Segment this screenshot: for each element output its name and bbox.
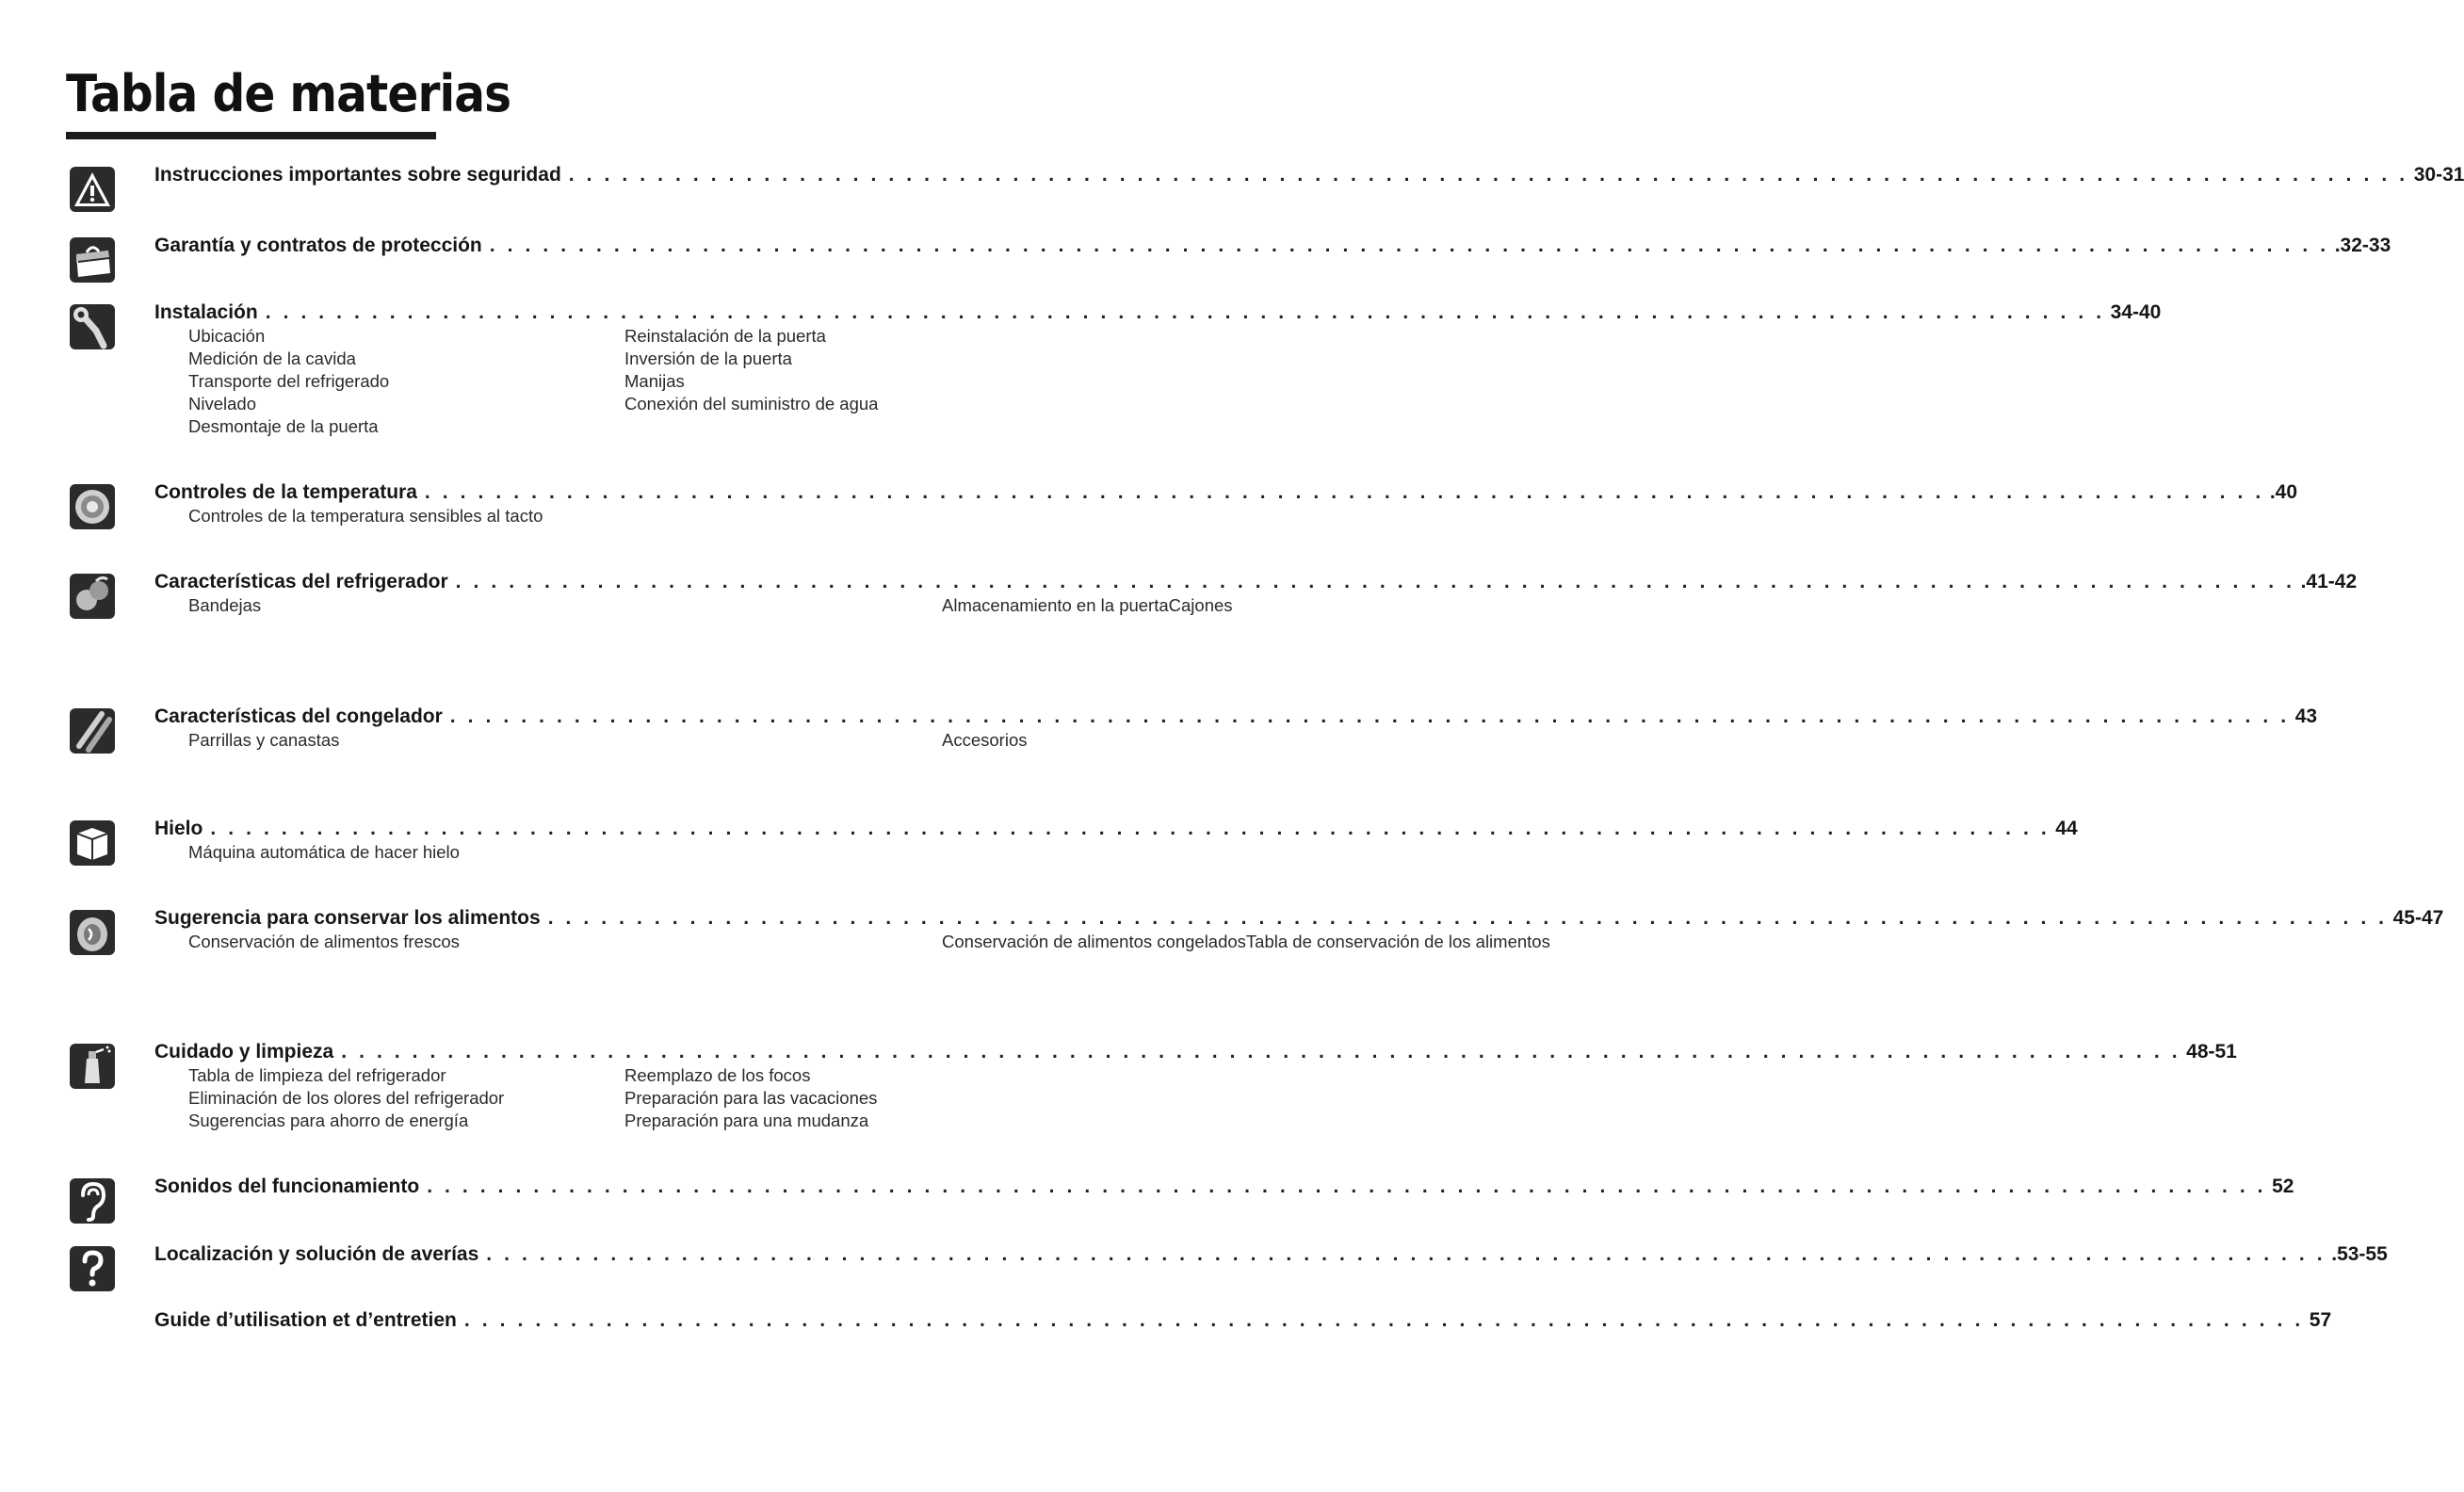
subtopic-list: [188, 325, 961, 438]
entry-title: Instalación: [154, 301, 258, 323]
entry-page-number: .40: [2269, 481, 2298, 503]
ice-cube-icon: [68, 817, 117, 869]
dot-leader: [427, 1175, 2266, 1199]
entry-page-number: 57: [2309, 1309, 2332, 1331]
subtopic-item[interactable]: Conexión del suministro de agua: [624, 394, 879, 414]
dot-leader: [210, 817, 2050, 841]
subtopic-item[interactable]: Preparación para una mudanza: [624, 1111, 869, 1130]
dot-leader: [425, 480, 2264, 505]
dot-leader: [486, 1242, 2326, 1267]
entry-title: Hielo: [154, 818, 203, 839]
entry-page-number: .53-55: [2331, 1243, 2388, 1265]
entry-page-number: 30-31: [2413, 164, 2464, 186]
entry-title: Controles de la temperatura: [154, 481, 417, 503]
entry-page-number: 52: [2272, 1176, 2294, 1197]
page-title: Tabla de materias: [66, 64, 511, 123]
subtopic-item[interactable]: Manijas: [624, 371, 685, 391]
entry-page-number: 48-51: [2186, 1041, 2237, 1062]
subtopic-item[interactable]: Inversión de la puerta: [624, 349, 792, 368]
subtopic-item[interactable]: Transporte del refrigerado: [188, 371, 390, 391]
entry-page-number: 34-40: [2110, 301, 2162, 323]
dot-leader: [569, 163, 2408, 187]
entry-title: Sugerencia para conservar los alimentos: [154, 907, 541, 929]
entry-title: Guide d’utilisation et d’entretien: [154, 1309, 457, 1331]
subtopic-list: [188, 841, 961, 864]
subtopic-item[interactable]: Bandejas: [188, 595, 262, 615]
wrench-icon: [68, 300, 117, 353]
subtopic-list: [188, 1064, 961, 1132]
food-storage-icon: [68, 906, 117, 959]
entry-page-number: .32-33: [2334, 235, 2391, 256]
subtopic-item[interactable]: Nivelado: [188, 394, 256, 414]
question-mark-icon: [68, 1242, 117, 1295]
dot-leader: [341, 1040, 2180, 1064]
subtopic-item[interactable]: Controles de la temperatura sensibles al tacto: [188, 506, 543, 526]
subtopic-list: [188, 594, 1233, 617]
subtopic-item[interactable]: Conservación de alimentos frescos: [188, 932, 460, 951]
subtopic-list: [188, 931, 1550, 953]
toc-entry-row[interactable]: [154, 1242, 2388, 1267]
subtopic-item[interactable]: Ubicación: [188, 326, 266, 346]
subtopic-item[interactable]: Reinstalación de la puerta: [624, 326, 826, 346]
thermostat-dial-icon: [68, 480, 117, 533]
subtopic-item[interactable]: Parrillas y canastas: [188, 730, 340, 750]
subtopic-item[interactable]: Medición de la cavida: [188, 349, 356, 368]
dot-leader: [464, 1308, 2304, 1333]
subtopic-item[interactable]: Accesorios: [942, 730, 1028, 750]
entry-title: Instrucciones importantes sobre seguridad: [154, 164, 561, 186]
entry-page-number: 43: [2294, 705, 2318, 727]
ear-icon: [68, 1175, 117, 1227]
toc-entry-row[interactable]: [154, 1308, 2332, 1333]
produce-icon: [68, 570, 117, 623]
dot-leader: [490, 234, 2329, 258]
subtopic-item[interactable]: Eliminación de los olores del refrigerador: [188, 1088, 505, 1108]
toc-entry-row[interactable]: [154, 817, 2078, 841]
subtopic-item[interactable]: Conservación de alimentos congelados: [942, 932, 1246, 951]
subtopic-list: [188, 729, 1028, 752]
subtopic-item[interactable]: Tabla de limpieza del refrigerador: [188, 1065, 446, 1085]
subtopic-item[interactable]: Tabla de conservación de los alimentos: [1245, 932, 1550, 951]
dot-leader: [548, 906, 2388, 931]
toc-entry-row[interactable]: [154, 163, 2464, 187]
toc-entry-row[interactable]: [154, 705, 2318, 729]
subtopic-list: [188, 505, 961, 527]
entry-title: Localización y solución de averías: [154, 1243, 479, 1265]
entry-page-number: 44: [2055, 818, 2078, 839]
toc-entry-row[interactable]: [154, 480, 2298, 505]
dot-leader: [450, 705, 2290, 729]
toc-entry-row[interactable]: [154, 570, 2358, 594]
subtopic-item[interactable]: Almacenamiento en la puerta: [942, 595, 1169, 615]
subtopic-item[interactable]: Reemplazo de los focos: [624, 1065, 811, 1085]
toolbox-icon: [68, 234, 117, 286]
dot-leader: [266, 300, 2105, 325]
subtopic-item[interactable]: Máquina automática de hacer hielo: [188, 842, 460, 862]
entry-title: Sonidos del funcionamiento: [154, 1176, 420, 1197]
toc-entry-row[interactable]: [154, 1040, 2237, 1064]
toc-entry-row[interactable]: [154, 906, 2444, 931]
warning-triangle-icon: [68, 163, 117, 216]
freezer-items-icon: [68, 705, 117, 757]
toc-entry-row[interactable]: [154, 300, 2162, 325]
entry-title: Características del congelador: [154, 705, 443, 727]
subtopic-item[interactable]: Desmontaje de la puerta: [188, 416, 379, 436]
entry-page-number: 45-47: [2392, 907, 2444, 929]
subtopic-item[interactable]: Sugerencias para ahorro de energía: [188, 1111, 469, 1130]
subtopic-item[interactable]: Preparación para las vacaciones: [624, 1088, 878, 1108]
entry-title: Cuidado y limpieza: [154, 1041, 334, 1062]
title-underline: [66, 132, 436, 139]
entry-page-number: .41-42: [2300, 571, 2358, 592]
entry-title: Características del refrigerador: [154, 571, 448, 592]
dot-leader: [456, 570, 2295, 594]
spray-bottle-icon: [68, 1040, 117, 1093]
toc-entry-row[interactable]: [154, 234, 2391, 258]
subtopic-item[interactable]: Cajones: [1168, 595, 1233, 615]
entry-title: Garantía y contratos de protección: [154, 235, 482, 256]
toc-entry-row[interactable]: [154, 1175, 2294, 1199]
